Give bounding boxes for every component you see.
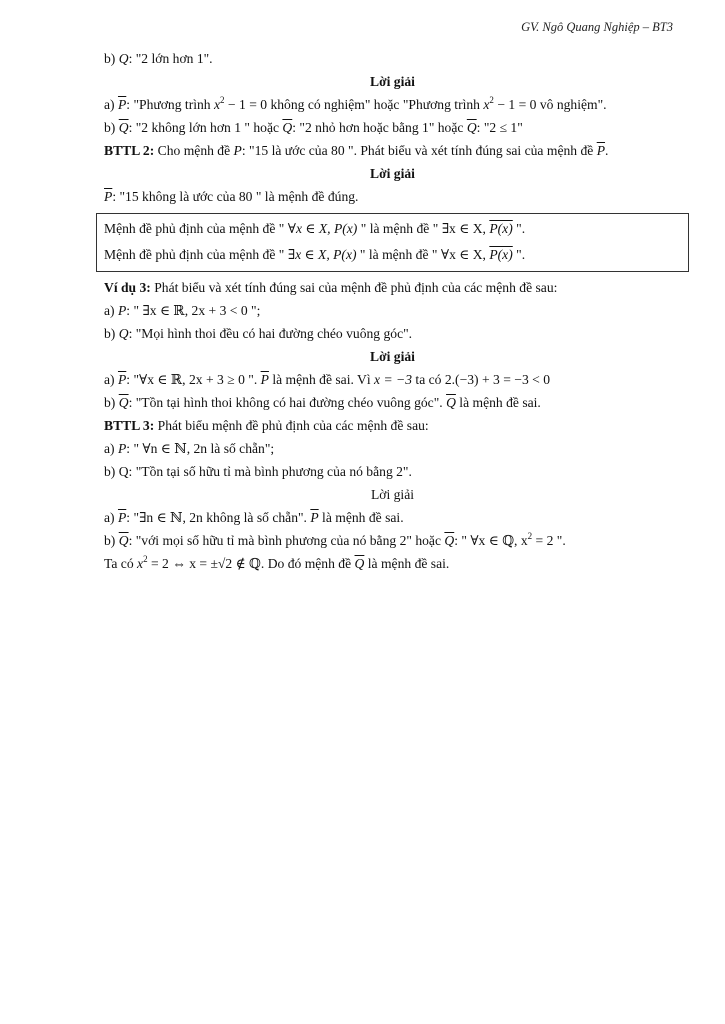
negation-symbol: $\overline{Q}$ bbox=[446, 395, 456, 410]
text-run: ∃x ∈ X, bbox=[441, 221, 490, 236]
text-run: x = −3 bbox=[374, 372, 413, 387]
text-run: a) bbox=[104, 97, 118, 112]
boxed-rule-line bbox=[104, 216, 681, 242]
negation-symbol: $\overline{Q}$ bbox=[118, 395, 129, 410]
text-run: Lời giải bbox=[370, 487, 415, 502]
text-run: là mệnh đề sai. bbox=[364, 556, 450, 571]
negation-symbol: $\overline{P}$ bbox=[117, 97, 127, 112]
text-run: a) bbox=[104, 510, 118, 525]
document-body bbox=[104, 47, 681, 575]
text-run: Lời giải bbox=[370, 166, 415, 181]
text-run: b) bbox=[104, 120, 119, 135]
text-run: − 1 = 0 vô nghiệm". bbox=[493, 97, 607, 112]
text-line bbox=[104, 529, 681, 552]
text-line bbox=[104, 391, 681, 414]
text-line bbox=[104, 93, 681, 116]
text-run: Phát biểu và xét tính đúng sai của mệnh đề phủ định của các mệnh đề sau: bbox=[150, 280, 558, 295]
exercise-label: BTTL 3: bbox=[104, 418, 155, 433]
text-line bbox=[104, 368, 681, 391]
text-run: Lời giải bbox=[370, 349, 415, 364]
text-run: P bbox=[117, 441, 127, 456]
text-run: − 1 = 0 không có nghiệm" hoặc "Phương trình bbox=[224, 97, 484, 112]
text-run: ∀x ∈ X, P(x) bbox=[287, 221, 358, 236]
text-line bbox=[104, 552, 681, 575]
text-run: Phát biểu mệnh đề phủ định của các mệnh đề sau: bbox=[154, 418, 429, 433]
text-line bbox=[104, 460, 681, 483]
text-run: là mệnh đề sai. bbox=[455, 395, 541, 410]
negation-symbol: P(x) bbox=[489, 221, 513, 236]
negation-symbol: $\overline{Q}$ bbox=[282, 120, 293, 135]
text-run: : "Phương trình bbox=[126, 97, 214, 112]
negation-symbol: P(x) bbox=[489, 247, 513, 262]
text-run: là mệnh đề sai. Vì bbox=[268, 372, 375, 387]
negation-symbol: $\overline{P}$ bbox=[596, 143, 606, 158]
exercise-label: Ví dụ 3: bbox=[104, 280, 151, 295]
negation-symbol: $\overline{Q}$ bbox=[118, 533, 129, 548]
text-run: Q bbox=[118, 326, 129, 341]
text-run: Lời giải bbox=[370, 74, 415, 89]
text-run: a) bbox=[104, 303, 118, 318]
text-run: : "2 lớn hơn 1". bbox=[128, 51, 213, 66]
text-run: b) bbox=[104, 395, 119, 410]
negation-symbol: $\overline{P}$ bbox=[104, 189, 113, 204]
text-run: 2 bbox=[527, 531, 533, 541]
text-line bbox=[104, 47, 681, 70]
text-run: . bbox=[605, 143, 609, 158]
text-run: : "Mọi hình thoi đều có hai đường chéo vuông góc". bbox=[128, 326, 413, 341]
negation-symbol: $\overline{P}$ bbox=[310, 510, 319, 525]
page-header-author: GV. Ngô Quang Nghiệp – BT3 bbox=[521, 20, 673, 34]
text-run: a) bbox=[104, 441, 118, 456]
negation-symbol: $\overline{Q}$ bbox=[444, 533, 455, 548]
text-run: b) bbox=[104, 533, 119, 548]
section-heading-loi-giai bbox=[104, 345, 681, 368]
text-run: : " ∃x ∈ ℝ, 2x + 3 < 0 "; bbox=[126, 303, 261, 318]
text-run: : "∀x ∈ ℝ, 2x + 3 ≥ 0 ". bbox=[126, 372, 261, 387]
text-run: b) Q: "Tồn tại số hữu tỉ mà bình phương của nó bằng 2". bbox=[104, 464, 412, 479]
text-run: : " ∀n ∈ ℕ, 2n là số chẵn"; bbox=[126, 441, 275, 456]
text-line bbox=[104, 414, 681, 437]
text-run: : " ∀x ∈ ℚ, x bbox=[454, 533, 528, 548]
text-run: : "2 nhỏ hơn hoặc bằng 1" hoặc bbox=[292, 120, 467, 135]
text-run: ta có 2.(−3) + 3 = −3 < 0 bbox=[412, 372, 551, 387]
exercise-label: BTTL 2: bbox=[104, 143, 155, 158]
text-run: ∃x ∈ X, P(x) bbox=[287, 247, 357, 262]
text-run: x bbox=[483, 97, 490, 112]
section-heading-loi-giai bbox=[104, 162, 681, 185]
text-run: Mệnh đề phủ định của mệnh đề " bbox=[104, 247, 288, 262]
text-run: a) bbox=[104, 372, 118, 387]
text-run: : "∃n ∈ ℕ, 2n không là số chẵn". bbox=[126, 510, 311, 525]
negation-symbol: $\overline{Q}$ bbox=[466, 120, 477, 135]
text-run: : "15 không là ước của 80 " là mệnh đề đúng. bbox=[112, 189, 359, 204]
text-run: P bbox=[117, 303, 127, 318]
negation-symbol: $\overline{P}$ bbox=[117, 372, 127, 387]
negation-symbol: $\overline{P}$ bbox=[260, 372, 269, 387]
text-run: Q bbox=[118, 51, 129, 66]
text-run: x bbox=[137, 556, 144, 571]
text-run: P bbox=[233, 143, 242, 158]
text-run: Mệnh đề phủ định của mệnh đề " bbox=[104, 221, 288, 236]
text-line bbox=[104, 299, 681, 322]
text-run: Cho mệnh đề bbox=[154, 143, 234, 158]
text-run: = 2 ⇔ x = ±√2 ∉ ℚ. Do đó mệnh đề bbox=[147, 556, 355, 571]
text-run: b) bbox=[104, 51, 119, 66]
text-run: b) bbox=[104, 326, 119, 341]
section-heading-loi-giai bbox=[104, 483, 681, 506]
text-line bbox=[104, 139, 681, 162]
text-run: " là mệnh đề " bbox=[356, 247, 441, 262]
text-run: Ta có bbox=[104, 556, 138, 571]
text-line bbox=[104, 506, 681, 529]
text-run: ∀x ∈ X, bbox=[440, 247, 490, 262]
text-run: " là mệnh đề " bbox=[357, 221, 442, 236]
text-run: ". bbox=[512, 221, 526, 236]
text-line bbox=[104, 322, 681, 345]
text-line bbox=[104, 437, 681, 460]
text-line bbox=[104, 276, 681, 299]
negation-symbol: $\overline{Q}$ bbox=[354, 556, 365, 571]
text-line bbox=[104, 116, 681, 139]
text-run: 2 bbox=[489, 95, 494, 105]
text-run: 2 bbox=[220, 95, 225, 105]
text-run: 2 bbox=[143, 554, 148, 564]
negation-rule-box bbox=[96, 213, 689, 272]
text-run: : "với mọi số hữu tỉ mà bình phương của nó bằng 2" hoặc bbox=[128, 533, 445, 548]
negation-symbol: $\overline{Q}$ bbox=[118, 120, 129, 135]
boxed-rule-line bbox=[104, 242, 681, 268]
text-run: ". bbox=[512, 247, 526, 262]
text-run: : "2 ≤ 1" bbox=[476, 120, 523, 135]
text-run: = 2 ". bbox=[532, 533, 566, 548]
text-line bbox=[104, 185, 681, 208]
section-heading-loi-giai bbox=[104, 70, 681, 93]
text-run: là mệnh đề sai. bbox=[318, 510, 404, 525]
text-run: : "2 không lớn hơn 1 " hoặc bbox=[128, 120, 283, 135]
negation-symbol: $\overline{P}$ bbox=[117, 510, 127, 525]
text-run: x bbox=[213, 97, 221, 112]
text-run: : "15 là ước của 80 ". Phát biểu và xét tính đúng sai của mệnh đề bbox=[241, 143, 597, 158]
text-run: : "Tồn tại hình thoi không có hai đường chéo vuông góc". bbox=[128, 395, 447, 410]
